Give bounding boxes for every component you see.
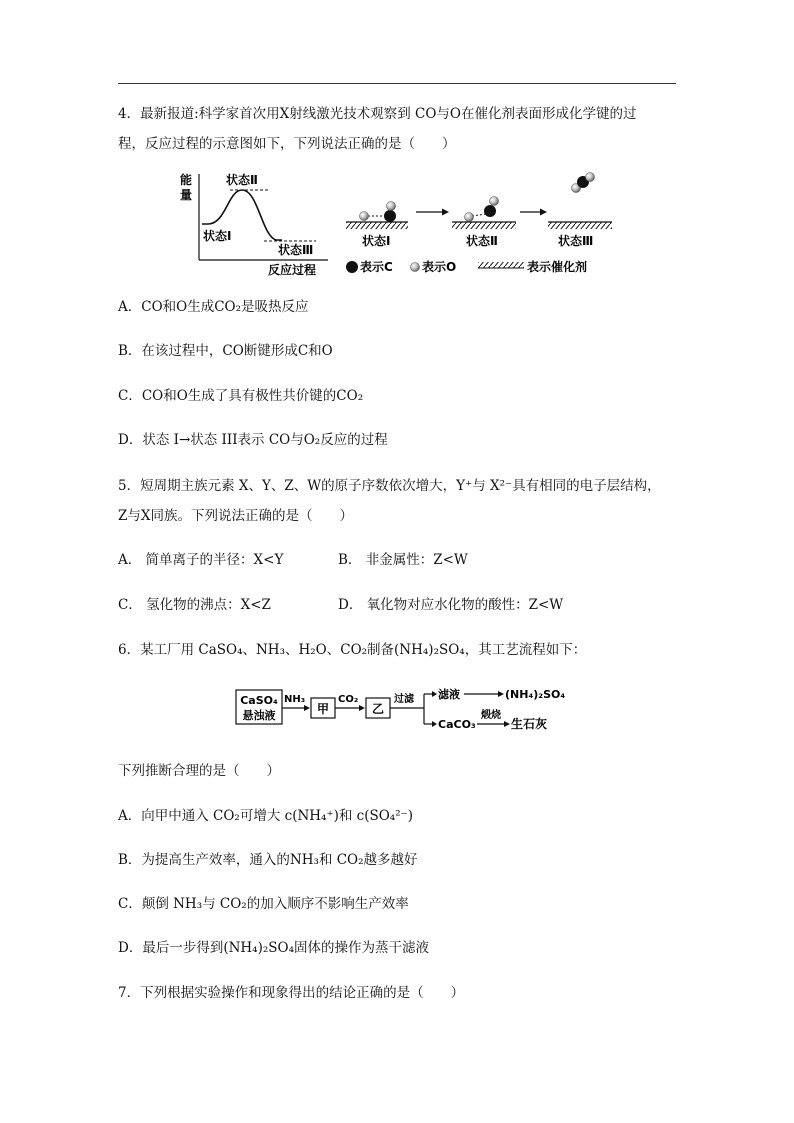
- catalyst-surface-2: [452, 222, 516, 229]
- flow-label-caco3: CaCO₃: [438, 718, 476, 731]
- state1-oxygen-atom: [360, 212, 369, 221]
- state1-carbon-atom: [384, 210, 396, 222]
- energy-axis-label-bottom: 量: [180, 188, 193, 202]
- energy-diagram: [178, 170, 338, 280]
- q5-stem-line2: Z与X同族。下列说法正确的是（ ）: [118, 508, 353, 524]
- flow-box-caso4-top: CaSO₄: [240, 694, 278, 707]
- surface-label-state2: 状态Ⅱ: [466, 234, 498, 248]
- energy-label-state3: 状态Ⅲ: [278, 243, 314, 257]
- q4-option-b: B．在该过程中，CO断键形成C和O: [118, 343, 333, 359]
- flow-label-nh3: NH₃: [284, 694, 306, 705]
- q4-option-a: A．CO和O生成CO₂是吸热反应: [118, 299, 309, 315]
- surface-label-state3: 状态Ⅲ: [558, 234, 594, 248]
- legend-carbon-label: 表示C: [360, 260, 393, 274]
- flow-box-caso4-bottom: 悬浊液: [242, 709, 276, 722]
- flow-label-calcine: 煅烧: [481, 710, 501, 721]
- q4-stem-line2: 程，反应过程的示意图如下，下列说法正确的是（ ）: [118, 136, 456, 152]
- legend-oxygen-icon: [411, 263, 420, 272]
- q5-option-b: B． 非金属性：Z<W: [338, 552, 468, 568]
- header-rule: [118, 83, 676, 84]
- state2-carbon-atom: [484, 205, 496, 217]
- legend-catalyst-icon: [478, 262, 524, 268]
- legend-carbon-icon: [346, 261, 358, 273]
- q6-option-b: B．为提高生产效率，通入的NH₃和 CO₂越多越好: [118, 852, 418, 868]
- q6-option-d: D．最后一步得到(NH₄)₂SO₄固体的操作为蒸干滤液: [118, 940, 429, 956]
- q6-option-c: C．颠倒 NH₃与 CO₂的加入顺序不影响生产效率: [118, 896, 409, 912]
- energy-label-state1: 状态Ⅰ: [203, 229, 232, 243]
- q4-option-c: C．CO和O生成了具有极性共价键的CO₂: [118, 388, 364, 404]
- q5-option-c: C． 氢化物的沸点：X<Z: [118, 597, 271, 613]
- q6-question-stem: 下列推断合理的是（ ）: [118, 763, 280, 779]
- flow-label-filtrate: 滤液: [438, 688, 460, 701]
- energy-x-axis-label: 反应过程: [268, 263, 317, 277]
- q5-option-a: A． 简单离子的半径：X<Y: [118, 552, 284, 568]
- flow-label-filter: 过滤: [394, 694, 414, 705]
- process-flow-diagram: [232, 682, 572, 732]
- state2-oxygen-atom: [465, 213, 474, 222]
- q6-stem-line1: 6．某工厂用 CaSO₄、NH₃、H₂O、CO₂制备(NH₄)₂SO₄，其工艺流程如下：: [118, 642, 587, 658]
- catalyst-surface-1: [346, 222, 408, 229]
- flow-box-yi-label: 乙: [371, 702, 385, 716]
- flow-label-co2: CO₂: [338, 694, 359, 705]
- surface-states-diagram: [340, 170, 620, 280]
- state3-oxygen-atom-2: [586, 173, 595, 182]
- q4-stem-line1: 4．最新报道:科学家首次用X射线激光技术观察到 CO与O在催化剂表面形成化学键的过: [118, 106, 637, 122]
- q5-option-d: D． 氧化物对应水化物的酸性：Z<W: [338, 597, 564, 613]
- energy-axis-label-top: 能: [180, 173, 193, 187]
- state1-co-oxygen-atom: [387, 202, 396, 211]
- surface-label-state1: 状态Ⅰ: [362, 234, 391, 248]
- state2-dash: [472, 214, 486, 216]
- energy-label-state2: 状态Ⅱ: [226, 173, 258, 187]
- flow-box-jia-label: 甲: [316, 702, 330, 716]
- legend-oxygen-label: 表示O: [422, 260, 457, 274]
- state2-co-oxygen-atom: [490, 197, 499, 206]
- q5-stem-line1: 5．短周期主族元素 X、Y、Z、W的原子序数依次增大，Y⁺与 X²⁻具有相同的电子层结构，: [118, 478, 661, 494]
- flow-label-product1: (NH₄)₂SO₄: [505, 688, 566, 701]
- legend-catalyst-label: 表示催化剂: [527, 260, 588, 274]
- q7-stem-line1: 7．下列根据实验操作和现象得出的结论正确的是（ ）: [118, 985, 465, 1001]
- flow-label-product2: 生石灰: [511, 717, 548, 731]
- q6-option-a: A．向甲中通入 CO₂可增大 c(NH₄⁺)和 c(SO₄²⁻): [118, 808, 414, 824]
- q4-option-d: D．状态 I→状态 III表示 CO与O₂反应的过程: [118, 432, 388, 448]
- catalyst-surface-3: [548, 222, 612, 229]
